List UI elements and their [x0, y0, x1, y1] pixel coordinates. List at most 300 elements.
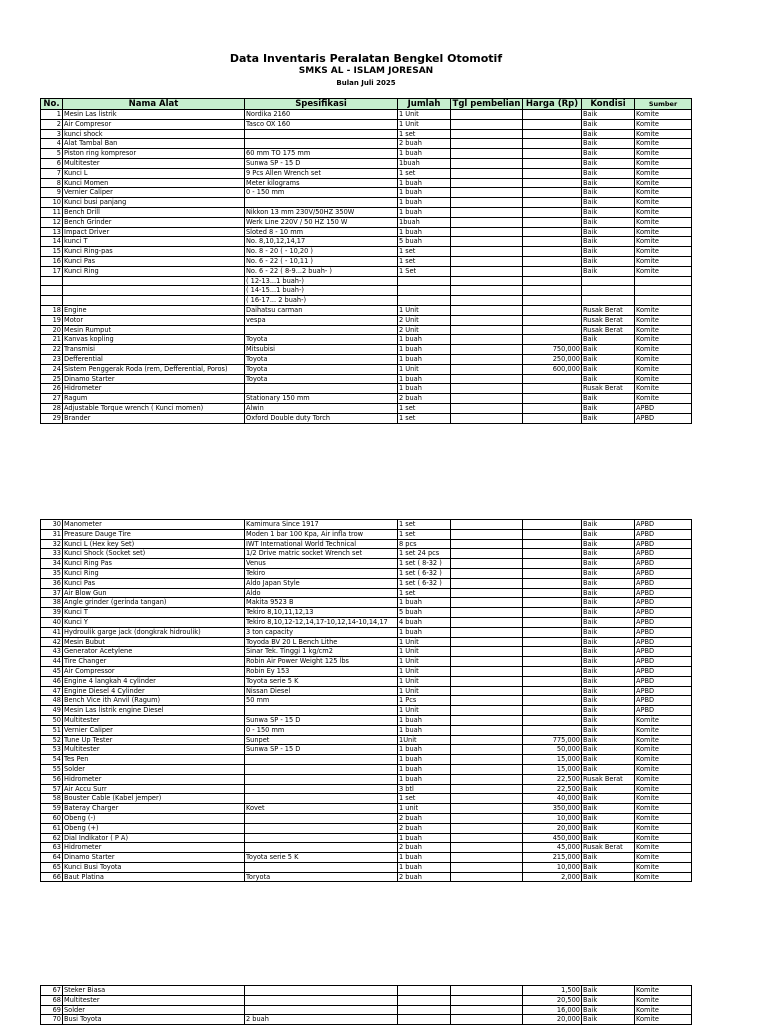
- table-row: [41, 549, 692, 559]
- cell-nama-alat: Obeng (+): [63, 823, 245, 833]
- cell-nama-alat: Kunci busi panjang: [63, 198, 245, 208]
- cell-no: 18: [41, 305, 63, 315]
- cell-sumber: Komite: [635, 178, 692, 188]
- cell-jumlah: 1 set: [398, 129, 451, 139]
- cell-no: 3: [41, 129, 63, 139]
- cell-jumlah: 1 buah: [398, 715, 451, 725]
- cell-kondisi: Baik: [582, 833, 635, 843]
- cell-jumlah: 2 buah: [398, 394, 451, 404]
- cell-no: 25: [41, 374, 63, 384]
- cell-jumlah: [398, 1005, 451, 1015]
- cell-spesifikasi: [245, 755, 398, 765]
- cell-kondisi: Baik: [582, 520, 635, 530]
- cell-kondisi: Baik: [582, 256, 635, 266]
- cell-tgl-pembelian: [451, 198, 523, 208]
- table-row: [41, 403, 692, 413]
- cell-no: 66: [41, 872, 63, 882]
- cell-kondisi: Rusak Berat: [582, 315, 635, 325]
- cell-harga: 45,000: [523, 843, 582, 853]
- cell-nama-alat: Mesin Las listrik engine Diesel: [63, 706, 245, 716]
- cell-tgl-pembelian: [451, 227, 523, 237]
- cell-jumlah: 1 set ( 6-32 ): [398, 568, 451, 578]
- cell-tgl-pembelian: [451, 813, 523, 823]
- cell-tgl-pembelian: [451, 403, 523, 413]
- cell-spesifikasi: Robin Air Power Weight 125 lbs: [245, 657, 398, 667]
- cell-nama-alat: Kunci Momen: [63, 178, 245, 188]
- cell-harga: [523, 608, 582, 618]
- cell-no: 61: [41, 823, 63, 833]
- cell-harga: 450,000: [523, 833, 582, 843]
- table-row: [41, 227, 692, 237]
- table-row: [41, 833, 692, 843]
- cell-nama-alat: Piston ring kompresor: [63, 149, 245, 159]
- cell-tgl-pembelian: [451, 853, 523, 863]
- table-row: [41, 853, 692, 863]
- cell-kondisi: Baik: [582, 217, 635, 227]
- cell-kondisi: Baik: [582, 676, 635, 686]
- cell-spesifikasi: [245, 784, 398, 794]
- cell-no: 9: [41, 188, 63, 198]
- cell-sumber: Komite: [635, 853, 692, 863]
- table-row: [41, 325, 692, 335]
- cell-spesifikasi: [245, 764, 398, 774]
- cell-spesifikasi: No. 8,10,12,14,17: [245, 237, 398, 247]
- cell-no: 8: [41, 178, 63, 188]
- cell-sumber: Komite: [635, 168, 692, 178]
- cell-jumlah: [398, 296, 451, 306]
- cell-sumber: Komite: [635, 394, 692, 404]
- cell-spesifikasi: Daihatsu carman: [245, 305, 398, 315]
- table-row: [41, 119, 692, 129]
- table-row: [41, 168, 692, 178]
- table-row: [41, 286, 692, 296]
- cell-no: 29: [41, 413, 63, 423]
- cell-tgl-pembelian: [451, 647, 523, 657]
- table-row: [41, 755, 692, 765]
- cell-jumlah: 1 buah: [398, 627, 451, 637]
- table-row: [41, 804, 692, 814]
- cell-spesifikasi: 50 mm: [245, 696, 398, 706]
- cell-nama-alat: Hidrometer: [63, 384, 245, 394]
- cell-harga: 20,500: [523, 995, 582, 1005]
- cell-kondisi: Baik: [582, 110, 635, 120]
- table-row: [41, 149, 692, 159]
- cell-jumlah: 2 buah: [398, 872, 451, 882]
- cell-tgl-pembelian: [451, 325, 523, 335]
- cell-nama-alat: Dinamo Starter: [63, 374, 245, 384]
- cell-sumber: APBD: [635, 549, 692, 559]
- cell-no: 45: [41, 666, 63, 676]
- cell-kondisi: Baik: [582, 413, 635, 423]
- cell-kondisi: Baik: [582, 149, 635, 159]
- cell-no: 36: [41, 578, 63, 588]
- table-row: [41, 529, 692, 539]
- cell-tgl-pembelian: [451, 1005, 523, 1015]
- cell-sumber: Komite: [635, 149, 692, 159]
- cell-jumlah: 1 set: [398, 588, 451, 598]
- cell-nama-alat: Brander: [63, 413, 245, 423]
- cell-spesifikasi: 0 - 150 mm: [245, 188, 398, 198]
- cell-sumber: Komite: [635, 266, 692, 276]
- cell-no: 34: [41, 559, 63, 569]
- cell-kondisi: Rusak Berat: [582, 325, 635, 335]
- cell-tgl-pembelian: [451, 266, 523, 276]
- cell-no: 59: [41, 804, 63, 814]
- cell-no: 33: [41, 549, 63, 559]
- cell-sumber: APBD: [635, 598, 692, 608]
- cell-spesifikasi: [245, 986, 398, 996]
- cell-spesifikasi: Toyoda BV 20 L Bench Lithe: [245, 637, 398, 647]
- cell-spesifikasi: Aldo Japan Style: [245, 578, 398, 588]
- cell-nama-alat: [63, 276, 245, 286]
- cell-nama-alat: Kunci Ring: [63, 568, 245, 578]
- col-header-harga: Harga (Rp): [523, 99, 582, 110]
- cell-kondisi: Baik: [582, 139, 635, 149]
- cell-sumber: Komite: [635, 715, 692, 725]
- cell-spesifikasi: Toryota: [245, 872, 398, 882]
- cell-kondisi: Baik: [582, 647, 635, 657]
- cell-no: 47: [41, 686, 63, 696]
- cell-harga: 15,000: [523, 764, 582, 774]
- cell-harga: 600,000: [523, 364, 582, 374]
- cell-tgl-pembelian: [451, 129, 523, 139]
- inventory-table-3: [40, 985, 692, 1025]
- cell-spesifikasi: Tekiro 8,10,11,12,13: [245, 608, 398, 618]
- cell-tgl-pembelian: [451, 588, 523, 598]
- cell-nama-alat: kunci T: [63, 237, 245, 247]
- cell-harga: 775,000: [523, 735, 582, 745]
- cell-nama-alat: Kunci L (Hex key Set): [63, 539, 245, 549]
- cell-harga: [523, 296, 582, 306]
- cell-sumber: Komite: [635, 256, 692, 266]
- cell-no: 62: [41, 833, 63, 843]
- cell-jumlah: [398, 995, 451, 1005]
- cell-sumber: Komite: [635, 384, 692, 394]
- cell-tgl-pembelian: [451, 608, 523, 618]
- cell-no: 48: [41, 696, 63, 706]
- cell-jumlah: [398, 286, 451, 296]
- cell-jumlah: 2 Unit: [398, 325, 451, 335]
- table-row: [41, 617, 692, 627]
- cell-sumber: APBD: [635, 706, 692, 716]
- cell-no: 22: [41, 345, 63, 355]
- cell-jumlah: 8 pcs: [398, 539, 451, 549]
- cell-jumlah: 1 set 24 pcs: [398, 549, 451, 559]
- table-row: [41, 725, 692, 735]
- cell-nama-alat: Mesin Bubut: [63, 637, 245, 647]
- cell-spesifikasi: Toyota: [245, 335, 398, 345]
- cell-sumber: Komite: [635, 1005, 692, 1015]
- cell-nama-alat: Kunci Shock (Socket set): [63, 549, 245, 559]
- cell-kondisi: Baik: [582, 207, 635, 217]
- cell-sumber: Komite: [635, 345, 692, 355]
- cell-sumber: APBD: [635, 529, 692, 539]
- cell-tgl-pembelian: [451, 755, 523, 765]
- cell-harga: [523, 227, 582, 237]
- cell-tgl-pembelian: [451, 296, 523, 306]
- cell-harga: 350,000: [523, 804, 582, 814]
- cell-harga: 50,000: [523, 745, 582, 755]
- cell-jumlah: 1Unit: [398, 735, 451, 745]
- cell-kondisi: Baik: [582, 813, 635, 823]
- cell-jumlah: 3 btl: [398, 784, 451, 794]
- cell-jumlah: 2 buah: [398, 823, 451, 833]
- cell-harga: [523, 725, 582, 735]
- cell-tgl-pembelian: [451, 217, 523, 227]
- cell-spesifikasi: No. 8 - 20 ( - 10,20 ): [245, 247, 398, 257]
- table-row: [41, 588, 692, 598]
- cell-nama-alat: Engine: [63, 305, 245, 315]
- table-row: [41, 794, 692, 804]
- cell-kondisi: Baik: [582, 539, 635, 549]
- cell-tgl-pembelian: [451, 784, 523, 794]
- cell-tgl-pembelian: [451, 119, 523, 129]
- cell-nama-alat: Tire Changer: [63, 657, 245, 667]
- cell-no: [41, 276, 63, 286]
- cell-no: 32: [41, 539, 63, 549]
- table-row: [41, 178, 692, 188]
- cell-kondisi: Baik: [582, 862, 635, 872]
- cell-spesifikasi: Robin Ey 153: [245, 666, 398, 676]
- cell-kondisi: Baik: [582, 119, 635, 129]
- cell-spesifikasi: 9 Pcs Allen Wrench set: [245, 168, 398, 178]
- cell-nama-alat: Impact Driver: [63, 227, 245, 237]
- cell-harga: [523, 715, 582, 725]
- table-row: [41, 129, 692, 139]
- cell-sumber: Komite: [635, 725, 692, 735]
- cell-jumlah: 1 Unit: [398, 637, 451, 647]
- cell-harga: [523, 578, 582, 588]
- cell-spesifikasi: Toyota: [245, 354, 398, 364]
- table-row: [41, 823, 692, 833]
- cell-sumber: Komite: [635, 735, 692, 745]
- cell-sumber: Komite: [635, 862, 692, 872]
- cell-jumlah: 1 buah: [398, 374, 451, 384]
- cell-spesifikasi: 3 ton capacity: [245, 627, 398, 637]
- cell-tgl-pembelian: [451, 168, 523, 178]
- cell-jumlah: 1 set: [398, 794, 451, 804]
- cell-jumlah: 1 buah: [398, 178, 451, 188]
- cell-nama-alat: Manometer: [63, 520, 245, 530]
- cell-sumber: APBD: [635, 403, 692, 413]
- cell-jumlah: [398, 986, 451, 996]
- cell-nama-alat: Air Compresor: [63, 119, 245, 129]
- table-row: [41, 627, 692, 637]
- table-row: [41, 296, 692, 306]
- cell-sumber: APBD: [635, 696, 692, 706]
- cell-tgl-pembelian: [451, 578, 523, 588]
- cell-harga: [523, 168, 582, 178]
- cell-jumlah: 1 buah: [398, 755, 451, 765]
- cell-sumber: APBD: [635, 520, 692, 530]
- cell-sumber: APBD: [635, 578, 692, 588]
- cell-nama-alat: kunci shock: [63, 129, 245, 139]
- table-row: [41, 598, 692, 608]
- cell-jumlah: 5 buah: [398, 608, 451, 618]
- cell-jumlah: 1 buah: [398, 198, 451, 208]
- cell-harga: [523, 549, 582, 559]
- cell-harga: [523, 256, 582, 266]
- cell-sumber: Komite: [635, 158, 692, 168]
- cell-tgl-pembelian: [451, 696, 523, 706]
- cell-spesifikasi: 60 mm TO 175 mm: [245, 149, 398, 159]
- table-row: [41, 374, 692, 384]
- cell-sumber: Komite: [635, 325, 692, 335]
- cell-tgl-pembelian: [451, 637, 523, 647]
- report-period: Bulan Juli 2025: [336, 79, 396, 87]
- table-row: [41, 237, 692, 247]
- cell-sumber: Komite: [635, 843, 692, 853]
- table-row: [41, 862, 692, 872]
- cell-jumlah: [398, 276, 451, 286]
- inventory-table-2: [40, 519, 692, 882]
- table-row: [41, 578, 692, 588]
- cell-sumber: [635, 286, 692, 296]
- table-row: [41, 735, 692, 745]
- cell-tgl-pembelian: [451, 178, 523, 188]
- cell-tgl-pembelian: [451, 315, 523, 325]
- cell-tgl-pembelian: [451, 706, 523, 716]
- cell-no: 5: [41, 149, 63, 159]
- cell-no: 6: [41, 158, 63, 168]
- cell-no: 7: [41, 168, 63, 178]
- cell-tgl-pembelian: [451, 764, 523, 774]
- cell-spesifikasi: No. 6 - 22 ( 8-9...2 buah- ): [245, 266, 398, 276]
- inventory-table-1: [40, 98, 692, 424]
- cell-harga: [523, 696, 582, 706]
- cell-no: 15: [41, 247, 63, 257]
- cell-nama-alat: Vernier Caliper: [63, 188, 245, 198]
- cell-spesifikasi: Werk Line 220V / 50 HZ 150 W: [245, 217, 398, 227]
- table-row: [41, 715, 692, 725]
- cell-nama-alat: Bench Vice ith Anvil (Ragum): [63, 696, 245, 706]
- cell-sumber: Komite: [635, 315, 692, 325]
- cell-tgl-pembelian: [451, 354, 523, 364]
- cell-no: 53: [41, 745, 63, 755]
- cell-sumber: APBD: [635, 539, 692, 549]
- cell-jumlah: 1 buah: [398, 725, 451, 735]
- cell-spesifikasi: Toyota: [245, 374, 398, 384]
- cell-harga: [523, 686, 582, 696]
- cell-spesifikasi: Tasco OX 160: [245, 119, 398, 129]
- cell-sumber: Komite: [635, 374, 692, 384]
- cell-spesifikasi: IWT International World Technical: [245, 539, 398, 549]
- cell-no: 64: [41, 853, 63, 863]
- cell-tgl-pembelian: [451, 1015, 523, 1025]
- cell-no: [41, 296, 63, 306]
- cell-spesifikasi: 0 - 150 mm: [245, 725, 398, 735]
- cell-kondisi: Baik: [582, 872, 635, 882]
- cell-tgl-pembelian: [451, 335, 523, 345]
- cell-nama-alat: Transmisi: [63, 345, 245, 355]
- cell-kondisi: Baik: [582, 549, 635, 559]
- cell-harga: [523, 149, 582, 159]
- col-header-nama-alat: Nama Alat: [63, 99, 245, 110]
- cell-kondisi: Baik: [582, 784, 635, 794]
- cell-jumlah: 1 buah: [398, 774, 451, 784]
- cell-harga: [523, 598, 582, 608]
- cell-spesifikasi: Oxford Double duty Torch: [245, 413, 398, 423]
- cell-nama-alat: Kunci L: [63, 168, 245, 178]
- cell-no: 56: [41, 774, 63, 784]
- cell-tgl-pembelian: [451, 745, 523, 755]
- cell-kondisi: Baik: [582, 403, 635, 413]
- cell-kondisi: Baik: [582, 394, 635, 404]
- cell-nama-alat: Dinamo Starter: [63, 853, 245, 863]
- cell-spesifikasi: [245, 843, 398, 853]
- cell-nama-alat: Multitester: [63, 715, 245, 725]
- cell-tgl-pembelian: [451, 598, 523, 608]
- cell-no: 16: [41, 256, 63, 266]
- cell-jumlah: 1 buah: [398, 853, 451, 863]
- cell-no: 65: [41, 862, 63, 872]
- cell-nama-alat: Tes Pen: [63, 755, 245, 765]
- cell-no: 58: [41, 794, 63, 804]
- cell-harga: [523, 207, 582, 217]
- cell-tgl-pembelian: [451, 539, 523, 549]
- cell-jumlah: 1 Unit: [398, 676, 451, 686]
- cell-harga: 215,000: [523, 853, 582, 863]
- cell-tgl-pembelian: [451, 364, 523, 374]
- col-header-sumber: Sumber: [635, 99, 692, 110]
- cell-no: 54: [41, 755, 63, 765]
- cell-kondisi: Baik: [582, 227, 635, 237]
- cell-no: 52: [41, 735, 63, 745]
- cell-kondisi: [582, 276, 635, 286]
- cell-tgl-pembelian: [451, 872, 523, 882]
- cell-spesifikasi: Tekiro: [245, 568, 398, 578]
- cell-sumber: Komite: [635, 354, 692, 364]
- cell-spesifikasi: [245, 325, 398, 335]
- cell-harga: [523, 617, 582, 627]
- table-row: [41, 784, 692, 794]
- table-row: [41, 354, 692, 364]
- cell-spesifikasi: Toyota: [245, 364, 398, 374]
- col-header-spesifikasi: Spesifikasi: [245, 99, 398, 110]
- cell-no: 20: [41, 325, 63, 335]
- cell-harga: 40,000: [523, 794, 582, 804]
- cell-harga: 750,000: [523, 345, 582, 355]
- cell-no: 10: [41, 198, 63, 208]
- table-row: [41, 1005, 692, 1015]
- table-row: [41, 364, 692, 374]
- table-row: [41, 413, 692, 423]
- cell-tgl-pembelian: [451, 986, 523, 996]
- table-row: [41, 647, 692, 657]
- cell-kondisi: Baik: [582, 745, 635, 755]
- cell-no: 19: [41, 315, 63, 325]
- cell-tgl-pembelian: [451, 657, 523, 667]
- cell-nama-alat: Multitester: [63, 995, 245, 1005]
- cell-sumber: Komite: [635, 237, 692, 247]
- cell-sumber: Komite: [635, 305, 692, 315]
- cell-jumlah: 2 buah: [398, 139, 451, 149]
- cell-sumber: Komite: [635, 764, 692, 774]
- cell-harga: [523, 529, 582, 539]
- cell-no: 17: [41, 266, 63, 276]
- cell-sumber: [635, 276, 692, 286]
- cell-tgl-pembelian: [451, 237, 523, 247]
- cell-kondisi: Baik: [582, 706, 635, 716]
- cell-kondisi: Baik: [582, 188, 635, 198]
- cell-harga: 15,000: [523, 755, 582, 765]
- cell-spesifikasi: Moden 1 bar 100 Kpa, Air infla trow: [245, 529, 398, 539]
- cell-nama-alat: Defferential: [63, 354, 245, 364]
- cell-sumber: APBD: [635, 559, 692, 569]
- cell-sumber: APBD: [635, 617, 692, 627]
- cell-nama-alat: Vernier Caliper: [63, 725, 245, 735]
- cell-no: 1: [41, 110, 63, 120]
